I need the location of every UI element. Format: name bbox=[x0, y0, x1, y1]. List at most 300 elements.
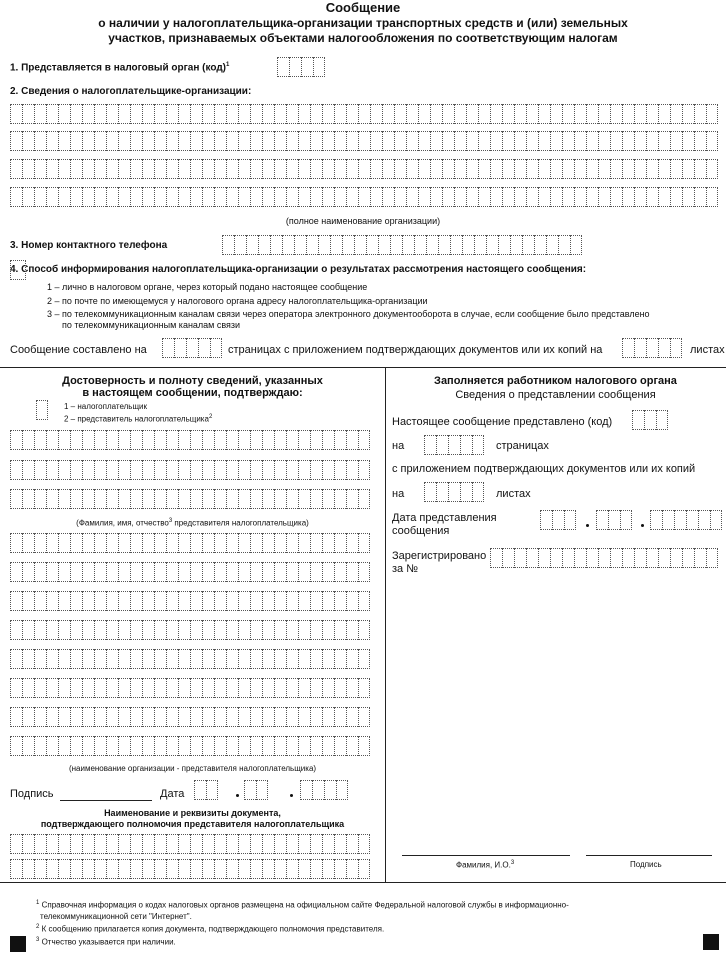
char-cell[interactable] bbox=[346, 678, 358, 698]
char-cell[interactable] bbox=[322, 159, 334, 179]
char-cell[interactable] bbox=[310, 489, 322, 509]
char-cell[interactable] bbox=[46, 620, 58, 640]
char-cell[interactable] bbox=[130, 489, 142, 509]
char-cell[interactable] bbox=[226, 430, 238, 450]
char-cell[interactable] bbox=[502, 104, 514, 124]
rep-org-row-6[interactable] bbox=[10, 678, 370, 698]
char-cell[interactable] bbox=[142, 187, 154, 207]
char-cell[interactable] bbox=[644, 410, 656, 430]
char-cell[interactable] bbox=[534, 235, 546, 255]
char-cell[interactable] bbox=[10, 678, 22, 698]
char-cell[interactable] bbox=[178, 131, 190, 151]
char-cell[interactable] bbox=[118, 104, 130, 124]
char-cell[interactable] bbox=[286, 460, 298, 480]
char-cell[interactable] bbox=[94, 489, 106, 509]
char-cell[interactable] bbox=[226, 159, 238, 179]
char-cell[interactable] bbox=[286, 678, 298, 698]
char-cell[interactable] bbox=[106, 736, 118, 756]
char-cell[interactable] bbox=[226, 707, 238, 727]
char-cell[interactable] bbox=[334, 591, 346, 611]
char-cell[interactable] bbox=[430, 104, 442, 124]
char-cell[interactable] bbox=[322, 649, 334, 669]
char-cell[interactable] bbox=[174, 338, 186, 358]
char-cell[interactable] bbox=[634, 159, 646, 179]
char-cell[interactable] bbox=[166, 131, 178, 151]
char-cell[interactable] bbox=[94, 104, 106, 124]
char-cell[interactable] bbox=[378, 235, 390, 255]
char-cell[interactable] bbox=[334, 736, 346, 756]
char-cell[interactable] bbox=[210, 338, 222, 358]
char-cell[interactable] bbox=[418, 187, 430, 207]
char-cell[interactable] bbox=[310, 562, 322, 582]
char-cell[interactable] bbox=[34, 104, 46, 124]
char-cell[interactable] bbox=[226, 104, 238, 124]
char-cell[interactable] bbox=[358, 834, 370, 854]
char-cell[interactable] bbox=[226, 187, 238, 207]
char-cell[interactable] bbox=[118, 649, 130, 669]
confirmer-type-input[interactable] bbox=[36, 400, 48, 420]
char-cell[interactable] bbox=[634, 187, 646, 207]
char-cell[interactable] bbox=[346, 104, 358, 124]
char-cell[interactable] bbox=[130, 104, 142, 124]
char-cell[interactable] bbox=[436, 482, 448, 502]
char-cell[interactable] bbox=[514, 131, 526, 151]
char-cell[interactable] bbox=[226, 489, 238, 509]
char-cell[interactable] bbox=[298, 562, 310, 582]
char-cell[interactable] bbox=[222, 235, 234, 255]
sheets-count-input[interactable] bbox=[622, 338, 682, 358]
char-cell[interactable] bbox=[190, 430, 202, 450]
char-cell[interactable] bbox=[586, 187, 598, 207]
char-cell[interactable] bbox=[658, 548, 670, 568]
char-cell[interactable] bbox=[694, 104, 706, 124]
char-cell[interactable] bbox=[130, 736, 142, 756]
char-cell[interactable] bbox=[646, 131, 658, 151]
rep-org-row-1[interactable] bbox=[10, 533, 370, 553]
char-cell[interactable] bbox=[370, 104, 382, 124]
char-cell[interactable] bbox=[262, 533, 274, 553]
char-cell[interactable] bbox=[106, 678, 118, 698]
char-cell[interactable] bbox=[366, 235, 378, 255]
char-cell[interactable] bbox=[94, 159, 106, 179]
char-cell[interactable] bbox=[238, 859, 250, 879]
char-cell[interactable] bbox=[478, 187, 490, 207]
pages-count-input[interactable] bbox=[162, 338, 222, 358]
char-cell[interactable] bbox=[166, 736, 178, 756]
char-cell[interactable] bbox=[250, 859, 262, 879]
char-cell[interactable] bbox=[502, 548, 514, 568]
char-cell[interactable] bbox=[226, 678, 238, 698]
char-cell[interactable] bbox=[10, 591, 22, 611]
char-cell[interactable] bbox=[334, 159, 346, 179]
char-cell[interactable] bbox=[238, 187, 250, 207]
char-cell[interactable] bbox=[330, 235, 342, 255]
char-cell[interactable] bbox=[154, 104, 166, 124]
char-cell[interactable] bbox=[358, 533, 370, 553]
char-cell[interactable] bbox=[154, 187, 166, 207]
char-cell[interactable] bbox=[118, 707, 130, 727]
char-cell[interactable] bbox=[166, 834, 178, 854]
char-cell[interactable] bbox=[154, 533, 166, 553]
char-cell[interactable] bbox=[82, 562, 94, 582]
char-cell[interactable] bbox=[58, 649, 70, 669]
char-cell[interactable] bbox=[178, 859, 190, 879]
char-cell[interactable] bbox=[706, 548, 718, 568]
char-cell[interactable] bbox=[70, 430, 82, 450]
signature-line[interactable] bbox=[60, 800, 152, 801]
char-cell[interactable] bbox=[286, 707, 298, 727]
char-cell[interactable] bbox=[106, 591, 118, 611]
char-cell[interactable] bbox=[166, 430, 178, 450]
char-cell[interactable] bbox=[682, 104, 694, 124]
char-cell[interactable] bbox=[694, 548, 706, 568]
char-cell[interactable] bbox=[598, 131, 610, 151]
char-cell[interactable] bbox=[358, 460, 370, 480]
right-sheets-input[interactable] bbox=[424, 482, 484, 502]
char-cell[interactable] bbox=[154, 707, 166, 727]
char-cell[interactable] bbox=[154, 649, 166, 669]
char-cell[interactable] bbox=[538, 131, 550, 151]
char-cell[interactable] bbox=[334, 187, 346, 207]
char-cell[interactable] bbox=[226, 591, 238, 611]
char-cell[interactable] bbox=[262, 187, 274, 207]
char-cell[interactable] bbox=[274, 430, 286, 450]
tax-authority-code-input[interactable] bbox=[277, 57, 325, 77]
char-cell[interactable] bbox=[142, 591, 154, 611]
char-cell[interactable] bbox=[322, 187, 334, 207]
char-cell[interactable] bbox=[142, 131, 154, 151]
char-cell[interactable] bbox=[202, 620, 214, 640]
char-cell[interactable] bbox=[346, 736, 358, 756]
char-cell[interactable] bbox=[118, 187, 130, 207]
char-cell[interactable] bbox=[178, 620, 190, 640]
submission-day-input[interactable] bbox=[540, 510, 576, 530]
char-cell[interactable] bbox=[178, 678, 190, 698]
char-cell[interactable] bbox=[166, 591, 178, 611]
char-cell[interactable] bbox=[226, 562, 238, 582]
char-cell[interactable] bbox=[394, 131, 406, 151]
char-cell[interactable] bbox=[301, 57, 313, 77]
char-cell[interactable] bbox=[342, 235, 354, 255]
char-cell[interactable] bbox=[106, 430, 118, 450]
char-cell[interactable] bbox=[698, 510, 710, 530]
char-cell[interactable] bbox=[58, 736, 70, 756]
char-cell[interactable] bbox=[686, 510, 698, 530]
char-cell[interactable] bbox=[346, 834, 358, 854]
char-cell[interactable] bbox=[238, 649, 250, 669]
char-cell[interactable] bbox=[58, 460, 70, 480]
char-cell[interactable] bbox=[658, 338, 670, 358]
char-cell[interactable] bbox=[262, 430, 274, 450]
char-cell[interactable] bbox=[202, 591, 214, 611]
char-cell[interactable] bbox=[94, 533, 106, 553]
char-cell[interactable] bbox=[510, 235, 522, 255]
char-cell[interactable] bbox=[670, 159, 682, 179]
char-cell[interactable] bbox=[298, 591, 310, 611]
char-cell[interactable] bbox=[562, 131, 574, 151]
char-cell[interactable] bbox=[142, 533, 154, 553]
char-cell[interactable] bbox=[646, 104, 658, 124]
char-cell[interactable] bbox=[358, 159, 370, 179]
char-cell[interactable] bbox=[358, 678, 370, 698]
char-cell[interactable] bbox=[22, 533, 34, 553]
char-cell[interactable] bbox=[130, 533, 142, 553]
org-name-row-1[interactable] bbox=[10, 104, 718, 124]
char-cell[interactable] bbox=[274, 131, 286, 151]
char-cell[interactable] bbox=[162, 338, 174, 358]
char-cell[interactable] bbox=[498, 235, 510, 255]
submission-year-input[interactable] bbox=[650, 510, 722, 530]
char-cell[interactable] bbox=[166, 620, 178, 640]
char-cell[interactable] bbox=[570, 235, 582, 255]
char-cell[interactable] bbox=[298, 678, 310, 698]
char-cell[interactable] bbox=[310, 104, 322, 124]
char-cell[interactable] bbox=[154, 834, 166, 854]
char-cell[interactable] bbox=[286, 736, 298, 756]
char-cell[interactable] bbox=[130, 591, 142, 611]
char-cell[interactable] bbox=[262, 104, 274, 124]
char-cell[interactable] bbox=[552, 510, 564, 530]
char-cell[interactable] bbox=[334, 533, 346, 553]
char-cell[interactable] bbox=[82, 159, 94, 179]
char-cell[interactable] bbox=[334, 460, 346, 480]
char-cell[interactable] bbox=[322, 591, 334, 611]
date-month-input[interactable] bbox=[244, 780, 268, 800]
char-cell[interactable] bbox=[430, 187, 442, 207]
char-cell[interactable] bbox=[346, 430, 358, 450]
char-cell[interactable] bbox=[46, 460, 58, 480]
char-cell[interactable] bbox=[394, 187, 406, 207]
char-cell[interactable] bbox=[502, 159, 514, 179]
char-cell[interactable] bbox=[274, 187, 286, 207]
char-cell[interactable] bbox=[106, 649, 118, 669]
char-cell[interactable] bbox=[118, 834, 130, 854]
char-cell[interactable] bbox=[694, 159, 706, 179]
char-cell[interactable] bbox=[22, 620, 34, 640]
char-cell[interactable] bbox=[250, 834, 262, 854]
org-name-row-2[interactable] bbox=[10, 131, 718, 151]
char-cell[interactable] bbox=[214, 159, 226, 179]
doc-row-1[interactable] bbox=[10, 834, 370, 854]
char-cell[interactable] bbox=[22, 678, 34, 698]
char-cell[interactable] bbox=[22, 859, 34, 879]
char-cell[interactable] bbox=[322, 430, 334, 450]
char-cell[interactable] bbox=[656, 410, 668, 430]
char-cell[interactable] bbox=[246, 235, 258, 255]
char-cell[interactable] bbox=[202, 834, 214, 854]
char-cell[interactable] bbox=[22, 159, 34, 179]
char-cell[interactable] bbox=[234, 235, 246, 255]
char-cell[interactable] bbox=[502, 131, 514, 151]
rep-org-row-3[interactable] bbox=[10, 591, 370, 611]
char-cell[interactable] bbox=[202, 707, 214, 727]
char-cell[interactable] bbox=[130, 131, 142, 151]
char-cell[interactable] bbox=[106, 834, 118, 854]
char-cell[interactable] bbox=[10, 562, 22, 582]
char-cell[interactable] bbox=[346, 562, 358, 582]
char-cell[interactable] bbox=[250, 533, 262, 553]
rep-org-row-4[interactable] bbox=[10, 620, 370, 640]
char-cell[interactable] bbox=[262, 131, 274, 151]
char-cell[interactable] bbox=[190, 707, 202, 727]
char-cell[interactable] bbox=[94, 834, 106, 854]
char-cell[interactable] bbox=[274, 591, 286, 611]
char-cell[interactable] bbox=[190, 489, 202, 509]
char-cell[interactable] bbox=[370, 159, 382, 179]
char-cell[interactable] bbox=[674, 510, 686, 530]
char-cell[interactable] bbox=[250, 430, 262, 450]
char-cell[interactable] bbox=[238, 736, 250, 756]
char-cell[interactable] bbox=[310, 591, 322, 611]
char-cell[interactable] bbox=[298, 736, 310, 756]
char-cell[interactable] bbox=[250, 620, 262, 640]
char-cell[interactable] bbox=[190, 562, 202, 582]
char-cell[interactable] bbox=[166, 460, 178, 480]
char-cell[interactable] bbox=[450, 235, 462, 255]
char-cell[interactable] bbox=[358, 430, 370, 450]
char-cell[interactable] bbox=[190, 460, 202, 480]
char-cell[interactable] bbox=[310, 649, 322, 669]
char-cell[interactable] bbox=[586, 159, 598, 179]
char-cell[interactable] bbox=[82, 736, 94, 756]
char-cell[interactable] bbox=[214, 131, 226, 151]
char-cell[interactable] bbox=[10, 707, 22, 727]
char-cell[interactable] bbox=[382, 104, 394, 124]
char-cell[interactable] bbox=[670, 104, 682, 124]
char-cell[interactable] bbox=[682, 187, 694, 207]
char-cell[interactable] bbox=[277, 57, 289, 77]
char-cell[interactable] bbox=[198, 338, 210, 358]
char-cell[interactable] bbox=[286, 159, 298, 179]
char-cell[interactable] bbox=[10, 834, 22, 854]
char-cell[interactable] bbox=[82, 104, 94, 124]
char-cell[interactable] bbox=[106, 460, 118, 480]
char-cell[interactable] bbox=[34, 736, 46, 756]
char-cell[interactable] bbox=[354, 235, 366, 255]
char-cell[interactable] bbox=[238, 562, 250, 582]
char-cell[interactable] bbox=[310, 159, 322, 179]
char-cell[interactable] bbox=[298, 460, 310, 480]
char-cell[interactable] bbox=[10, 159, 22, 179]
official-fio-line[interactable] bbox=[402, 855, 570, 856]
char-cell[interactable] bbox=[454, 131, 466, 151]
char-cell[interactable] bbox=[454, 104, 466, 124]
char-cell[interactable] bbox=[550, 548, 562, 568]
char-cell[interactable] bbox=[94, 678, 106, 698]
char-cell[interactable] bbox=[658, 104, 670, 124]
char-cell[interactable] bbox=[130, 649, 142, 669]
char-cell[interactable] bbox=[94, 131, 106, 151]
char-cell[interactable] bbox=[574, 187, 586, 207]
char-cell[interactable] bbox=[178, 159, 190, 179]
char-cell[interactable] bbox=[190, 533, 202, 553]
char-cell[interactable] bbox=[250, 736, 262, 756]
char-cell[interactable] bbox=[634, 338, 646, 358]
char-cell[interactable] bbox=[238, 131, 250, 151]
char-cell[interactable] bbox=[262, 620, 274, 640]
char-cell[interactable] bbox=[190, 649, 202, 669]
char-cell[interactable] bbox=[22, 430, 34, 450]
char-cell[interactable] bbox=[70, 187, 82, 207]
char-cell[interactable] bbox=[118, 533, 130, 553]
char-cell[interactable] bbox=[58, 707, 70, 727]
char-cell[interactable] bbox=[298, 430, 310, 450]
char-cell[interactable] bbox=[586, 104, 598, 124]
char-cell[interactable] bbox=[202, 430, 214, 450]
char-cell[interactable] bbox=[10, 736, 22, 756]
char-cell[interactable] bbox=[22, 834, 34, 854]
char-cell[interactable] bbox=[238, 707, 250, 727]
char-cell[interactable] bbox=[190, 131, 202, 151]
char-cell[interactable] bbox=[214, 620, 226, 640]
char-cell[interactable] bbox=[142, 736, 154, 756]
char-cell[interactable] bbox=[238, 678, 250, 698]
char-cell[interactable] bbox=[634, 131, 646, 151]
char-cell[interactable] bbox=[324, 780, 336, 800]
rep-fio-row-3[interactable] bbox=[10, 489, 370, 509]
char-cell[interactable] bbox=[310, 859, 322, 879]
char-cell[interactable] bbox=[358, 620, 370, 640]
char-cell[interactable] bbox=[574, 131, 586, 151]
char-cell[interactable] bbox=[346, 460, 358, 480]
char-cell[interactable] bbox=[334, 678, 346, 698]
char-cell[interactable] bbox=[262, 649, 274, 669]
char-cell[interactable] bbox=[538, 159, 550, 179]
char-cell[interactable] bbox=[206, 780, 218, 800]
char-cell[interactable] bbox=[562, 548, 574, 568]
char-cell[interactable] bbox=[82, 649, 94, 669]
char-cell[interactable] bbox=[562, 104, 574, 124]
char-cell[interactable] bbox=[586, 131, 598, 151]
char-cell[interactable] bbox=[10, 460, 22, 480]
char-cell[interactable] bbox=[154, 859, 166, 879]
char-cell[interactable] bbox=[202, 533, 214, 553]
char-cell[interactable] bbox=[310, 620, 322, 640]
char-cell[interactable] bbox=[502, 187, 514, 207]
char-cell[interactable] bbox=[190, 591, 202, 611]
char-cell[interactable] bbox=[10, 104, 22, 124]
char-cell[interactable] bbox=[562, 187, 574, 207]
char-cell[interactable] bbox=[142, 620, 154, 640]
char-cell[interactable] bbox=[34, 678, 46, 698]
char-cell[interactable] bbox=[70, 620, 82, 640]
char-cell[interactable] bbox=[262, 707, 274, 727]
char-cell[interactable] bbox=[310, 533, 322, 553]
rep-org-row-5[interactable] bbox=[10, 649, 370, 669]
char-cell[interactable] bbox=[106, 533, 118, 553]
char-cell[interactable] bbox=[322, 460, 334, 480]
char-cell[interactable] bbox=[334, 834, 346, 854]
char-cell[interactable] bbox=[178, 591, 190, 611]
char-cell[interactable] bbox=[166, 859, 178, 879]
char-cell[interactable] bbox=[334, 859, 346, 879]
char-cell[interactable] bbox=[238, 533, 250, 553]
char-cell[interactable] bbox=[166, 187, 178, 207]
char-cell[interactable] bbox=[214, 649, 226, 669]
char-cell[interactable] bbox=[82, 430, 94, 450]
char-cell[interactable] bbox=[142, 562, 154, 582]
char-cell[interactable] bbox=[538, 187, 550, 207]
char-cell[interactable] bbox=[46, 159, 58, 179]
char-cell[interactable] bbox=[634, 104, 646, 124]
char-cell[interactable] bbox=[414, 235, 426, 255]
char-cell[interactable] bbox=[310, 131, 322, 151]
char-cell[interactable] bbox=[190, 187, 202, 207]
char-cell[interactable] bbox=[346, 591, 358, 611]
char-cell[interactable] bbox=[70, 489, 82, 509]
char-cell[interactable] bbox=[250, 649, 262, 669]
char-cell[interactable] bbox=[166, 104, 178, 124]
